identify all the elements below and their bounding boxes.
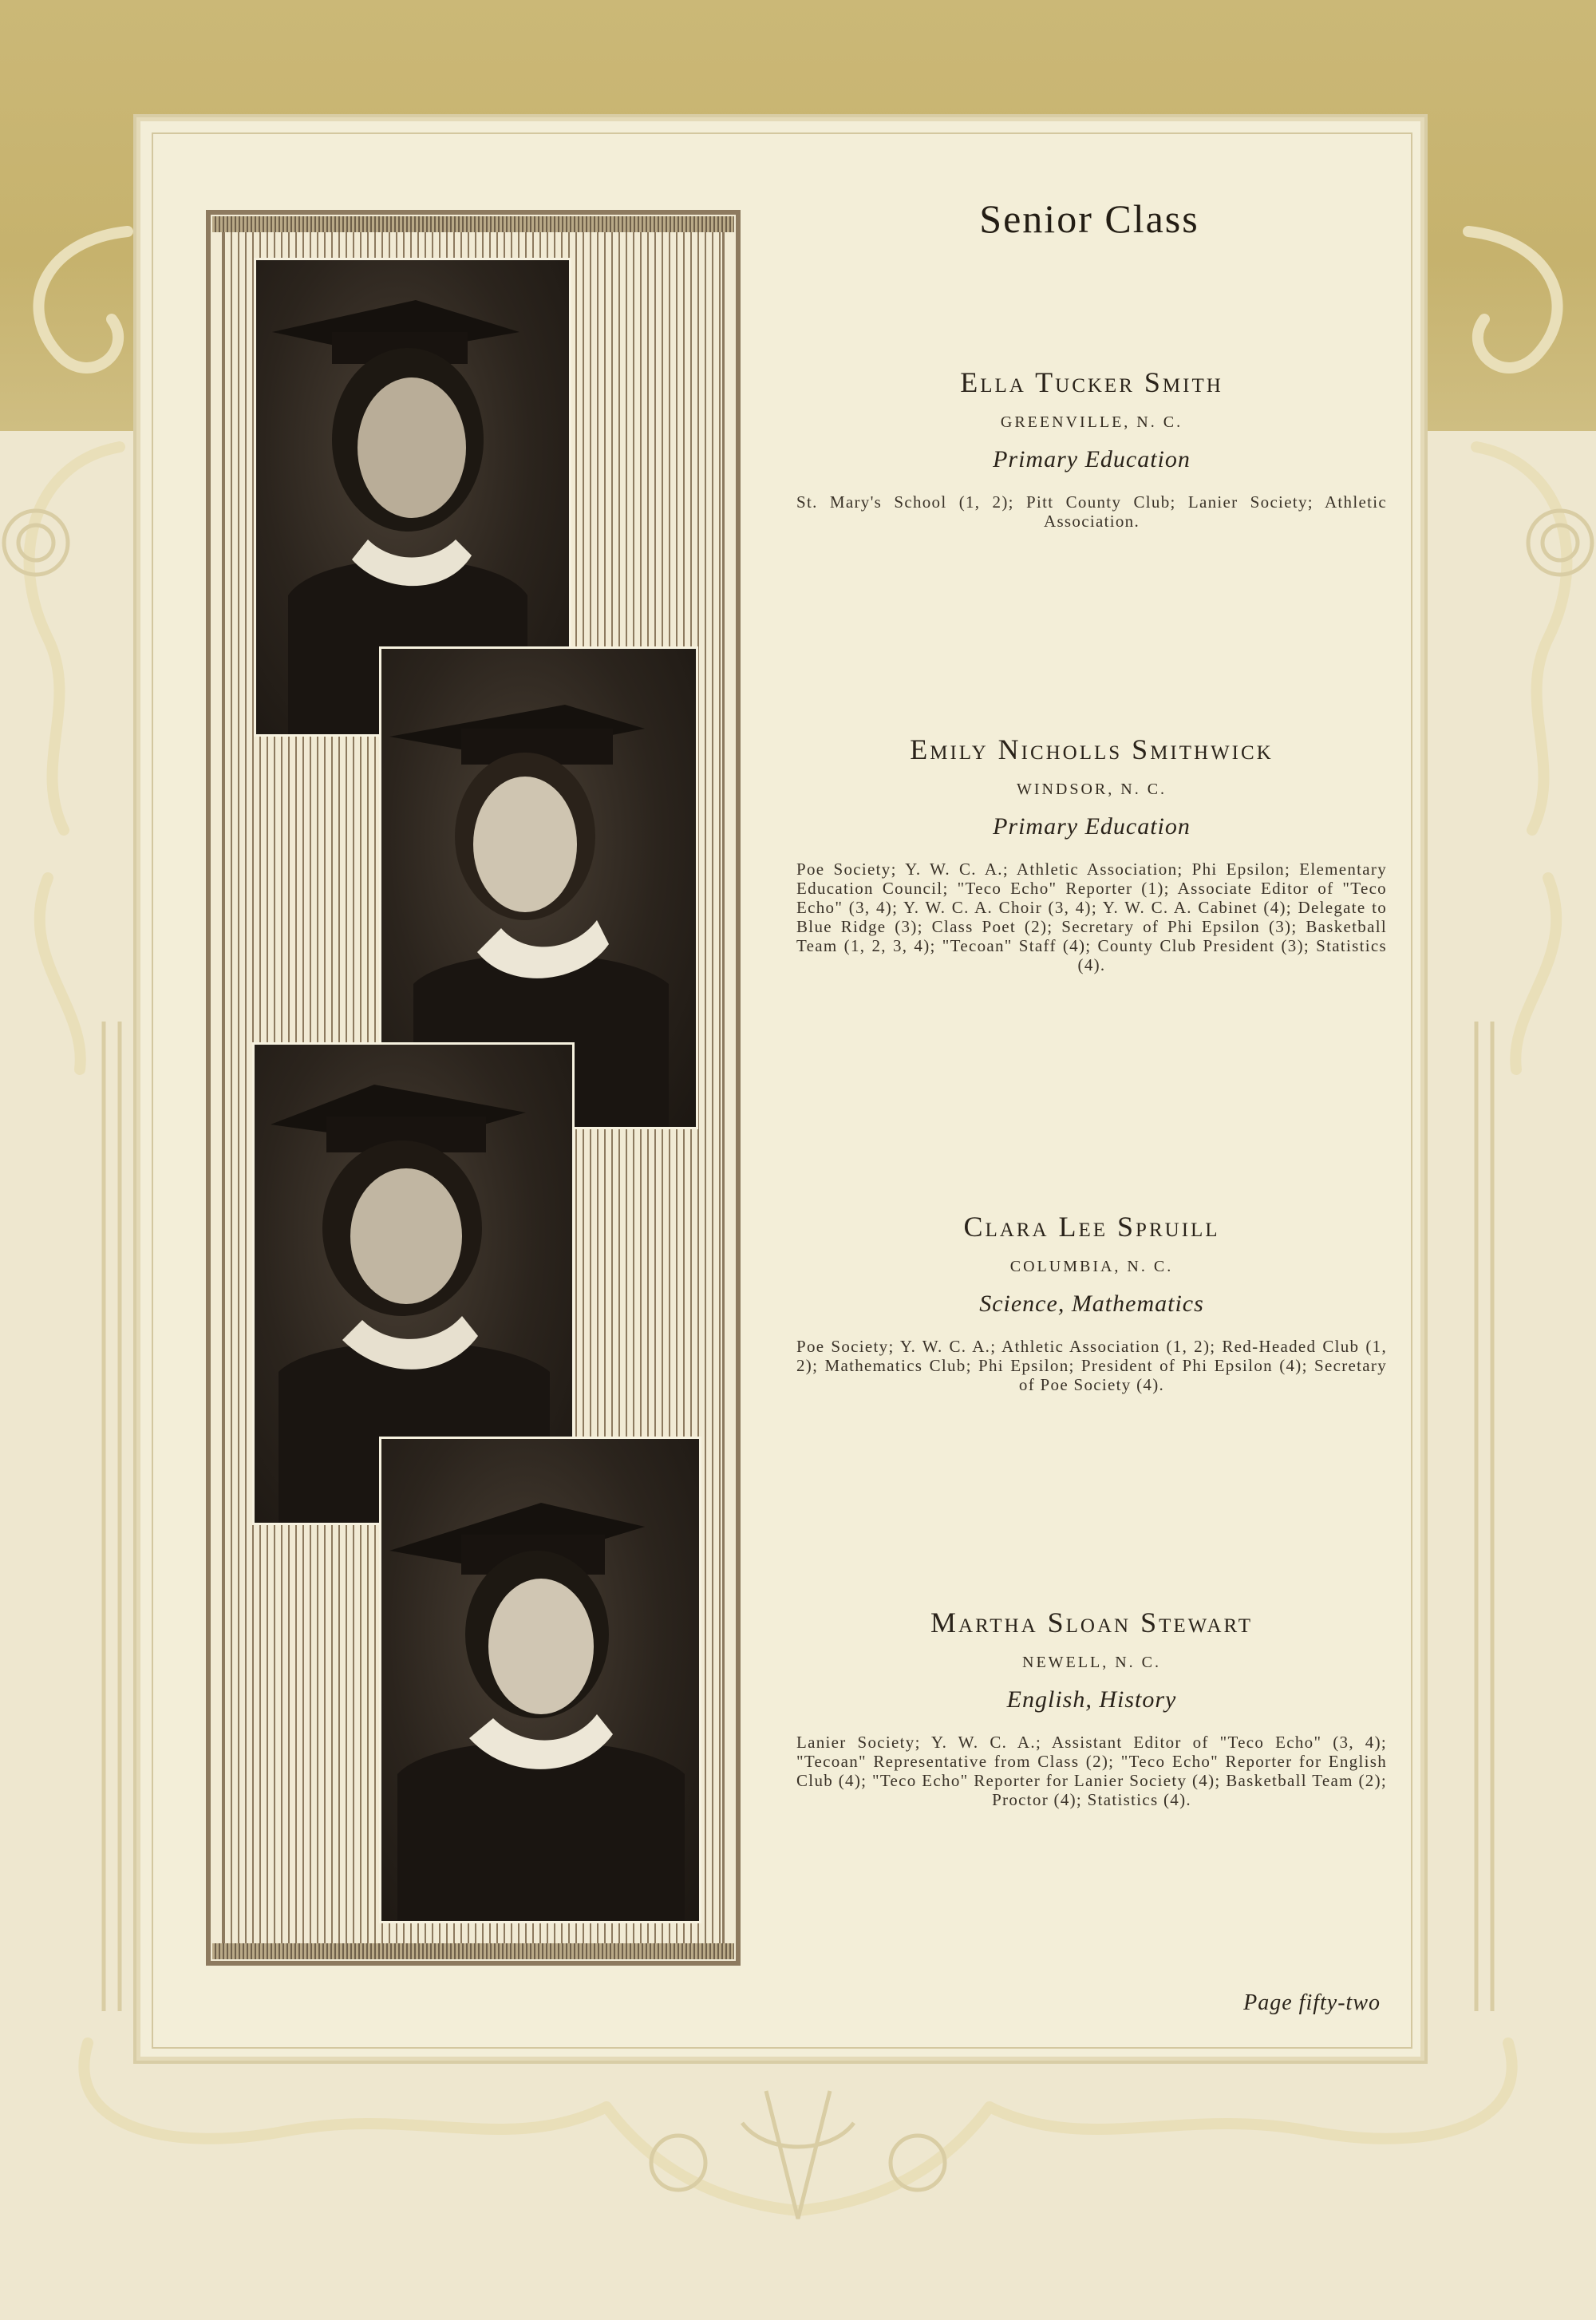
portrait-photo-4 — [379, 1437, 701, 1923]
entry-3 — [796, 1210, 1387, 1394]
entry-1 — [796, 366, 1387, 531]
entry-2 — [796, 733, 1387, 974]
page-title: Senior Class — [979, 196, 1199, 241]
frame-bottom-strip — [212, 1943, 734, 1959]
page-number: Page fifty-two — [1243, 1990, 1381, 2015]
student-activities: Lanier Society; Y. W. C. A.; Assistant Editor of "Teco Echo" (3, 4); "Tecoan" Representative from Class (2); "Teco Echo" Reporter for English Club (4); "Teco Echo" Reporter for Lanier Society (4); Basketball Team (2); Proctor (4); Statistics (4). — [796, 1733, 1387, 1809]
student-activities: Poe Society; Y. W. C. A.; Athletic Association; Phi Epsilon; Elementary Education Council; "Teco Echo" Reporter (1); Associate Editor of "Teco Echo" (3, 4); Y. W. C. A. Choir (3, 4); Y. W. C. A. Cabinet (4); Delegate to Blue Ridge (3); Class Poet (2); Secretary of Phi Epsilon (3); Basketball Team (1, 2, 3, 4); "Tecoan" Staff (4); County Club President (3); Statistics (4). — [796, 860, 1387, 974]
portrait-graduate-icon — [381, 1439, 701, 1923]
student-hometown: GREENVILLE, N. C. — [1000, 413, 1183, 431]
frame-top-strip — [212, 216, 734, 232]
student-field: English, History — [1006, 1686, 1177, 1713]
entry-4 — [796, 1606, 1387, 1809]
student-name: Ella Tucker Smith — [960, 366, 1223, 398]
student-field: Primary Education — [993, 446, 1191, 472]
student-name: Emily Nicholls Smithwick — [910, 733, 1274, 765]
student-hometown: COLUMBIA, N. C. — [1009, 1258, 1174, 1275]
student-activities: Poe Society; Y. W. C. A.; Athletic Association (1, 2); Red-Headed Club (1, 2); Mathematics Club; Phi Epsilon; President of Phi Epsilon (4); Secretary of Poe Society (4). — [796, 1337, 1387, 1394]
student-hometown: WINDSOR, N. C. — [1016, 781, 1167, 798]
student-field: Primary Education — [993, 813, 1191, 840]
student-name: Clara Lee Spruill — [963, 1211, 1220, 1243]
student-hometown: NEWELL, N. C. — [1022, 1654, 1161, 1671]
student-activities: St. Mary's School (1, 2); Pitt County Club; Lanier Society; Athletic Association. — [796, 492, 1387, 531]
student-name: Martha Sloan Stewart — [930, 1607, 1253, 1638]
student-field: Science, Mathematics — [979, 1290, 1204, 1317]
